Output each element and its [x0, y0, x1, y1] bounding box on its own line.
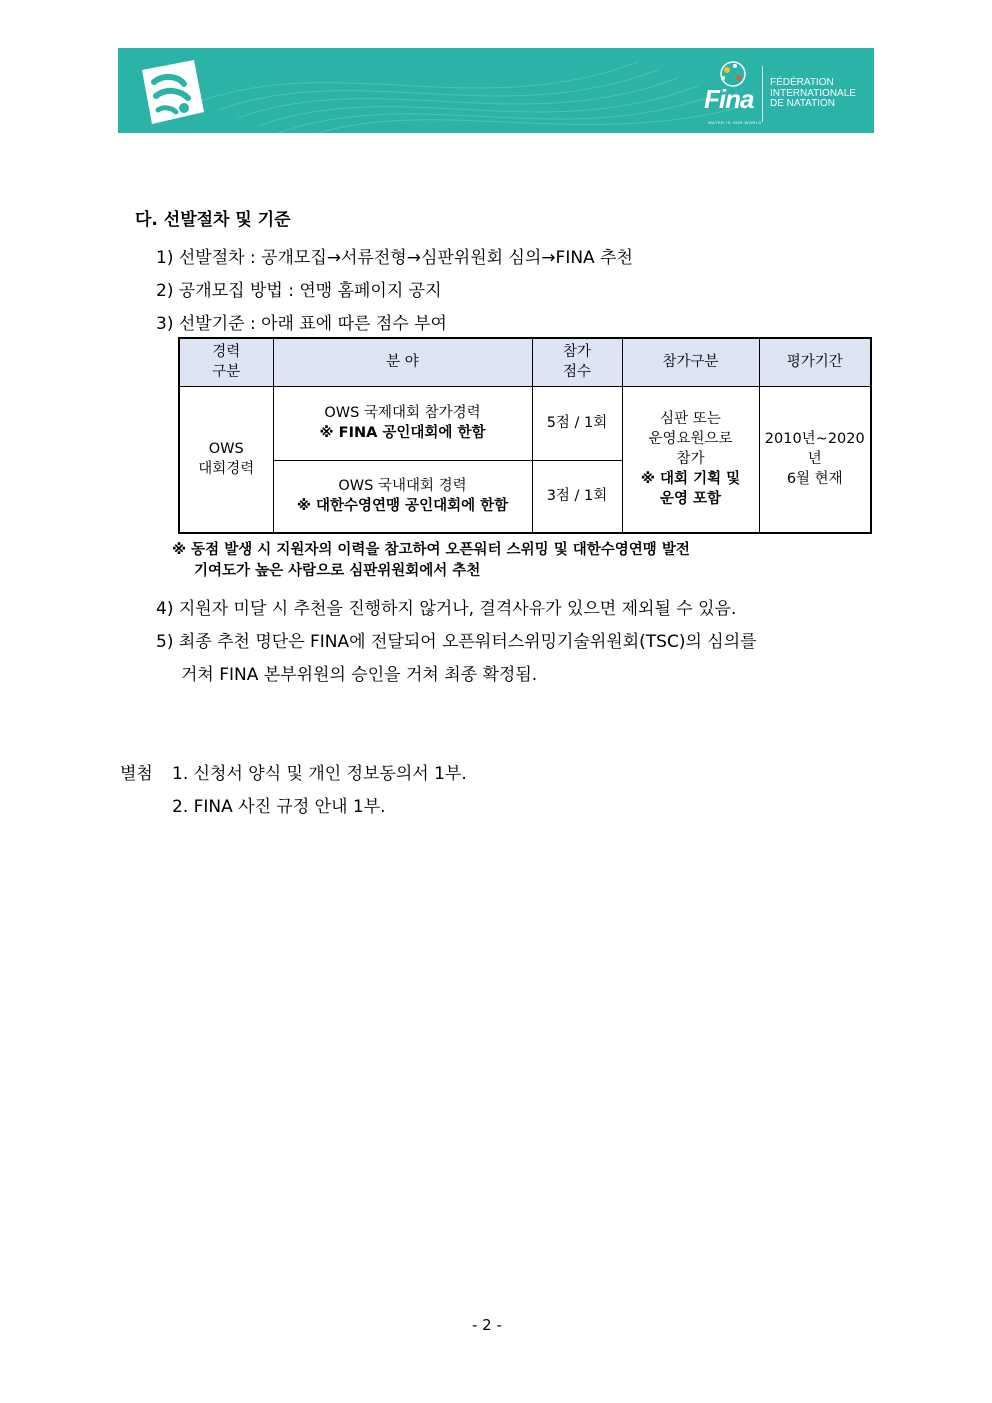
item-procedure: 1) 선발절차 : 공개모집→서류전형→심판위원회 심의→FINA 추천: [156, 248, 633, 268]
criteria-table: [178, 337, 872, 534]
attachments-label: 별첨: [120, 764, 153, 784]
table-row-field: OWS 국내대회 경력 ※ 대한수영연맹 공인대회에 한함: [273, 460, 532, 533]
header-career: 경력 구분: [179, 338, 273, 386]
participation-cell: 심판 또는 운영요원으로 참가 ※ 대회 기획 및 운영 포함: [622, 386, 759, 533]
item-recruit-method: 2) 공개모집 방법 : 연맹 홈페이지 공지: [156, 281, 442, 301]
attachment-item: 2. FINA 사진 규정 안내 1부.: [172, 797, 386, 817]
header-period: 평가기간: [759, 338, 871, 386]
header-score: 참가 점수: [532, 338, 622, 386]
item-insufficient: 4) 지원자 미달 시 추천을 진행하지 않거나, 결격사유가 있으면 제외될 수 있음.: [156, 599, 737, 619]
swimming-logo-icon: [134, 56, 210, 128]
period-cell: 2010년~2020년 6월 현재: [759, 386, 871, 533]
fina-full-name: FÉDÉRATION INTERNATIONALE DE NATATION: [770, 77, 856, 109]
table-row-score: 3점 / 1회: [532, 460, 622, 533]
header-field: 분 야: [273, 338, 532, 386]
fina-tagline: WATER IS OUR WORLD: [708, 120, 762, 125]
attachment-item: 1. 신청서 양식 및 개인 정보동의서 1부.: [172, 764, 467, 784]
item-final-list: 5) 최종 추천 명단은 FINA에 전달되어 오픈워터스위밍기술위원회(TSC)의 심의를: [156, 632, 757, 652]
item-final-list-cont: 거쳐 FINA 본부위원의 승인을 거쳐 최종 확정됨.: [181, 665, 538, 685]
tie-break-note: ※ 동점 발생 시 지원자의 이력을 참고하여 오픈워터 스위밍 및 대한수영연맹 발전 기여도가 높은 사람으로 심판위원회에서 추천: [172, 542, 690, 579]
header-participation: 참가구분: [622, 338, 759, 386]
table-row-field: OWS 국제대회 참가경력 ※ FINA 공인대회에 한함: [273, 386, 532, 460]
page-number: - 2 -: [472, 1316, 502, 1334]
category-cell: OWS 대회경력: [179, 386, 273, 533]
fina-wordmark: Fina: [704, 84, 754, 114]
item-criteria: 3) 선발기준 : 아래 표에 따른 점수 부여: [156, 314, 447, 334]
section-heading: 다. 선발절차 및 기준: [135, 210, 291, 230]
logo-divider: [762, 66, 763, 122]
table-row-score: 5점 / 1회: [532, 386, 622, 460]
header-banner: [118, 48, 874, 133]
